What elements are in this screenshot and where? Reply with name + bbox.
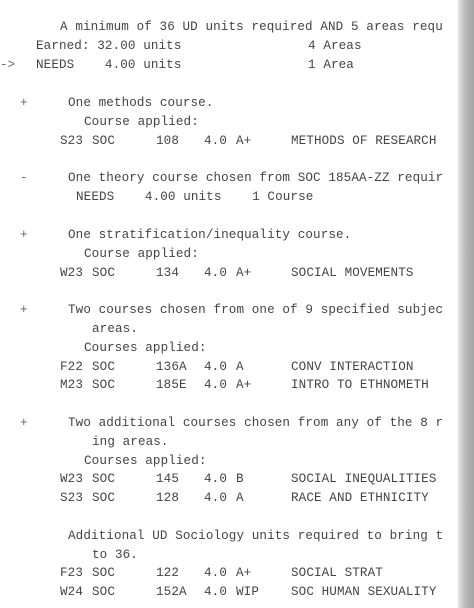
course-title: METHODS OF RESEARCH	[291, 134, 437, 148]
summary-needs	[0, 56, 354, 75]
theory-needs: NEEDS 4.00 units 1 Course	[76, 190, 314, 204]
two-additional-title-row-2	[0, 433, 169, 452]
course-title: SOCIAL MOVEMENTS	[291, 266, 414, 280]
needs-arrow-icon: ->	[0, 58, 16, 72]
course-title: SOCIAL STRAT	[291, 566, 383, 580]
two-additional-complete-marker: +	[20, 416, 28, 430]
course-number: 128	[156, 491, 179, 505]
methods-applied-label: Course applied:	[84, 115, 199, 129]
course-title: INTRO TO ETHNOMETH	[291, 378, 429, 392]
theory-needs-row	[0, 188, 314, 207]
two-additional-title-row	[0, 414, 444, 433]
theory-incomplete-marker: -	[20, 171, 28, 185]
two-courses-applied-label-row	[0, 339, 207, 358]
course-term: M23	[60, 378, 83, 392]
course-title: SOC HUMAN SEXUALITY	[291, 585, 437, 599]
methods-applied-label-row	[0, 113, 199, 132]
course-row	[0, 489, 429, 508]
additional-ud-title: Additional UD Sociology units required to bring t	[68, 529, 444, 543]
theory-title-row	[0, 169, 444, 188]
earned-units: Earned: 32.00 units	[36, 39, 182, 53]
course-title: CONV INTERACTION	[291, 360, 414, 374]
additional-ud-title-cont: to 36.	[92, 548, 138, 562]
course-grade: A+	[236, 566, 252, 580]
stratification-title: One stratification/inequality course.	[68, 228, 352, 242]
two-additional-title: Two additional courses chosen from any of the 8 r	[68, 416, 444, 430]
stratification-title-row	[0, 226, 352, 245]
course-dept: SOC	[92, 360, 115, 374]
page-edge-shadow	[458, 0, 474, 608]
additional-ud-title-row	[0, 527, 444, 546]
course-term: W23	[60, 266, 83, 280]
two-courses-applied-label: Courses applied:	[84, 341, 207, 355]
course-term: S23	[60, 491, 83, 505]
needs-areas: 1 Area	[308, 58, 354, 72]
methods-complete-marker: +	[20, 96, 28, 110]
course-term: W24	[60, 585, 83, 599]
two-courses-title-row	[0, 301, 444, 320]
course-dept: SOC	[92, 266, 115, 280]
needs-units: NEEDS 4.00 units	[36, 58, 182, 72]
summary-intro-text: A minimum of 36 UD units required AND 5 areas requ	[60, 20, 443, 34]
course-number: 136A	[156, 360, 187, 374]
course-title: SOCIAL INEQUALITIES	[291, 472, 437, 486]
course-grade: A	[236, 360, 244, 374]
course-term: F22	[60, 360, 83, 374]
course-grade: A+	[236, 266, 252, 280]
course-units: 4.0	[204, 134, 227, 148]
course-row	[0, 376, 429, 395]
course-row	[0, 470, 437, 489]
stratification-applied-label: Course applied:	[84, 247, 199, 261]
two-additional-applied-label-row	[0, 452, 207, 471]
earned-areas: 4 Areas	[308, 39, 362, 53]
course-number: 108	[156, 134, 179, 148]
course-term: S23	[60, 134, 83, 148]
two-additional-applied-label: Courses applied:	[84, 454, 207, 468]
course-number: 185E	[156, 378, 187, 392]
course-row	[0, 264, 414, 283]
course-grade: A	[236, 491, 244, 505]
course-units: 4.0	[204, 491, 227, 505]
stratification-applied-label-row	[0, 245, 199, 264]
two-courses-title: Two courses chosen from one of 9 specified subjec	[68, 303, 444, 317]
course-term: W23	[60, 472, 83, 486]
course-units: 4.0	[204, 378, 227, 392]
course-number: 145	[156, 472, 179, 486]
course-row	[0, 358, 414, 377]
course-grade: A+	[236, 134, 252, 148]
course-units: 4.0	[204, 266, 227, 280]
stratification-complete-marker: +	[20, 228, 28, 242]
course-row	[0, 132, 437, 151]
course-dept: SOC	[92, 134, 115, 148]
course-grade: A+	[236, 378, 252, 392]
methods-title: One methods course.	[68, 96, 214, 110]
course-dept: SOC	[92, 585, 115, 599]
course-term: F23	[60, 566, 83, 580]
two-courses-title-cont: areas.	[92, 322, 138, 336]
course-title: RACE AND ETHNICITY	[291, 491, 429, 505]
methods-title-row	[0, 94, 214, 113]
theory-title: One theory course chosen from SOC 185AA-ZZ requir	[68, 171, 444, 185]
course-dept: SOC	[92, 472, 115, 486]
two-courses-complete-marker: +	[20, 303, 28, 317]
course-row	[0, 564, 383, 583]
two-courses-title-row-2	[0, 320, 138, 339]
course-units: 4.0	[204, 566, 227, 580]
additional-ud-title-row-2	[0, 546, 138, 565]
course-grade: B	[236, 472, 244, 486]
course-number: 152A	[156, 585, 187, 599]
course-units: 4.0	[204, 360, 227, 374]
two-additional-title-cont: ing areas.	[92, 435, 169, 449]
summary-intro	[0, 18, 443, 37]
course-grade: WIP	[236, 585, 259, 599]
course-dept: SOC	[92, 566, 115, 580]
course-row	[0, 583, 437, 602]
course-number: 134	[156, 266, 179, 280]
course-dept: SOC	[92, 491, 115, 505]
summary-earned	[0, 37, 362, 56]
course-units: 4.0	[204, 472, 227, 486]
course-dept: SOC	[92, 378, 115, 392]
course-units: 4.0	[204, 585, 227, 599]
course-number: 122	[156, 566, 179, 580]
